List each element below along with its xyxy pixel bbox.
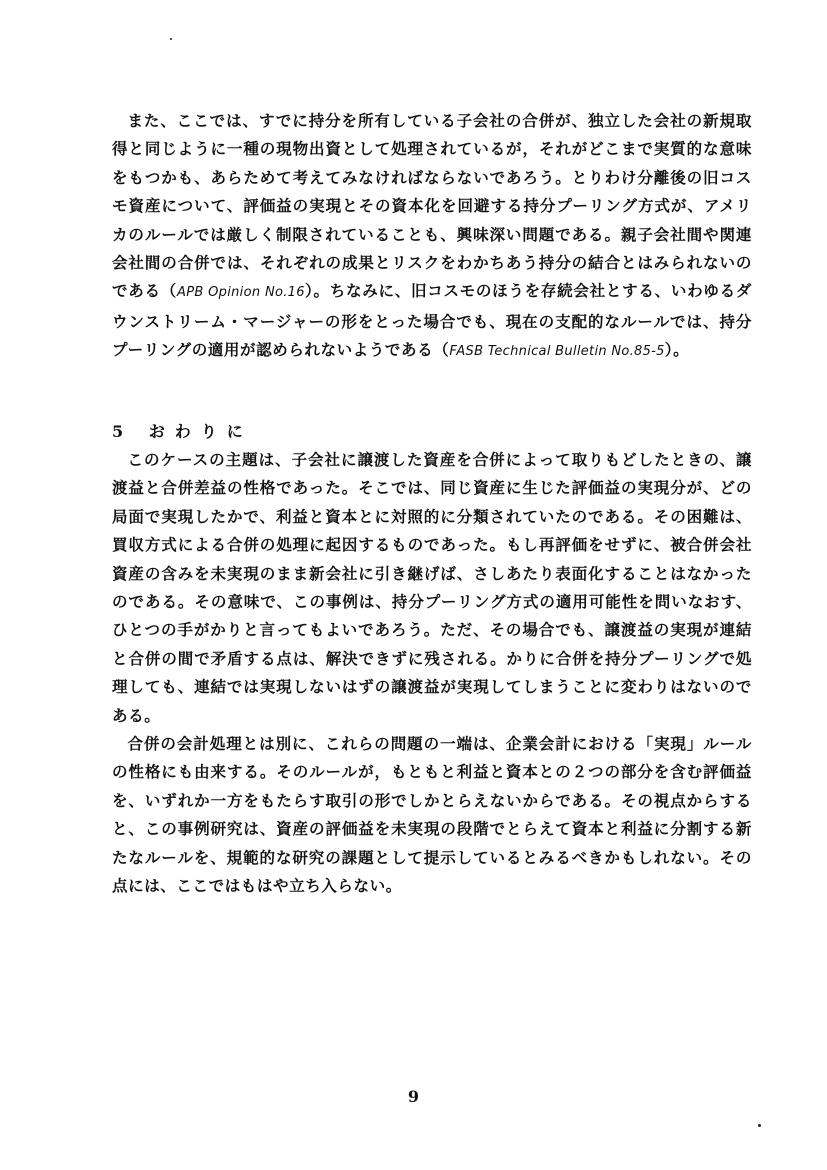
citation-apb-opinion: APB Opinion No.16 [177, 285, 305, 301]
scan-speck [758, 1124, 761, 1127]
citation-fasb-bulletin: FASB Technical Bulletin No.85-5 [449, 344, 665, 360]
paragraph-3: 合併の会計処理とは別に、これらの問題の一端は、企業会計における「実現」ルールの性格にも由来する。そのルールが，もともと利益と資本との２つの部分を含む評価益を、いずれか一方をもたらす取引の形でしかとらえないからである。その視点からすると、この事例研究は、資産の評価益を未実現の段階でとらえて資本と利益に分割する新たなルールを、規範的な研究の課題として提示しているとみるべきかもしれない。その点には、ここではもはや立ち入らない。 [112, 734, 752, 896]
paragraph-1-text-b: ）。ちなみに、旧コスモのほうを存続会社とする、いわゆるダウンストリーム・マージャーの形をとった場合でも、現在の支配的なルールでは、持分プーリングの適用が認められないようである（ [112, 281, 752, 360]
paragraph-1-text-a: また、ここでは、すでに持分を所有している子会社の合併が、独立した会社の新規取得と同じように一種の現物出資として処理されているが，それがどこまで実質的な意味をもつかも、あらためて考えてみなければならないであろう。とりわけ分離後の旧コスモ資産について、評価益の実現とその資本化を回避する持分プーリング方式が、アメリカのルールでは厳しく制限されていることも、興味深い問題である。親子会社間や関連会社間の合併では、それぞれの成果とリスクをわかちあう持分の結合とはみられないのである（ [112, 111, 752, 301]
body-section-1 [112, 107, 752, 367]
section-heading: 5 おわりに [112, 422, 253, 441]
body-section-2 [112, 446, 752, 901]
page-number: 9 [407, 1087, 420, 1106]
paragraph-2: このケースの主題は、子会社に譲渡した資産を合併によって取りもどしたときの、譲渡益と合併差益の性格であった。そこでは、同じ資産に生じた評価益の実現分が、どの局面で実現したかで、利益と資本とに対照的に分類されていたのである。その困難は、買収方式による合併の処理に起因するものであった。もし再評価をせずに、被合併会社資産の含みを未実現のまま新会社に引き継げば、さしあたり表面化することはなかったのである。その意味で、この事例は、持分プーリング方式の適用可能性を問いなおす、ひとつの手がかりと言ってもよいであろう。ただ、その場合でも、譲渡益の実現が連結と合併の間で矛盾する点は、解決できずに残される。かりに合併を持分プーリングで処理しても、連結では実現しないはずの譲渡益が実現してしまうことに変わりはないのである。 [112, 450, 752, 725]
paragraph-1 [112, 107, 752, 367]
paragraph-1-text-c: ）。 [664, 340, 690, 360]
scan-speck [170, 38, 172, 40]
